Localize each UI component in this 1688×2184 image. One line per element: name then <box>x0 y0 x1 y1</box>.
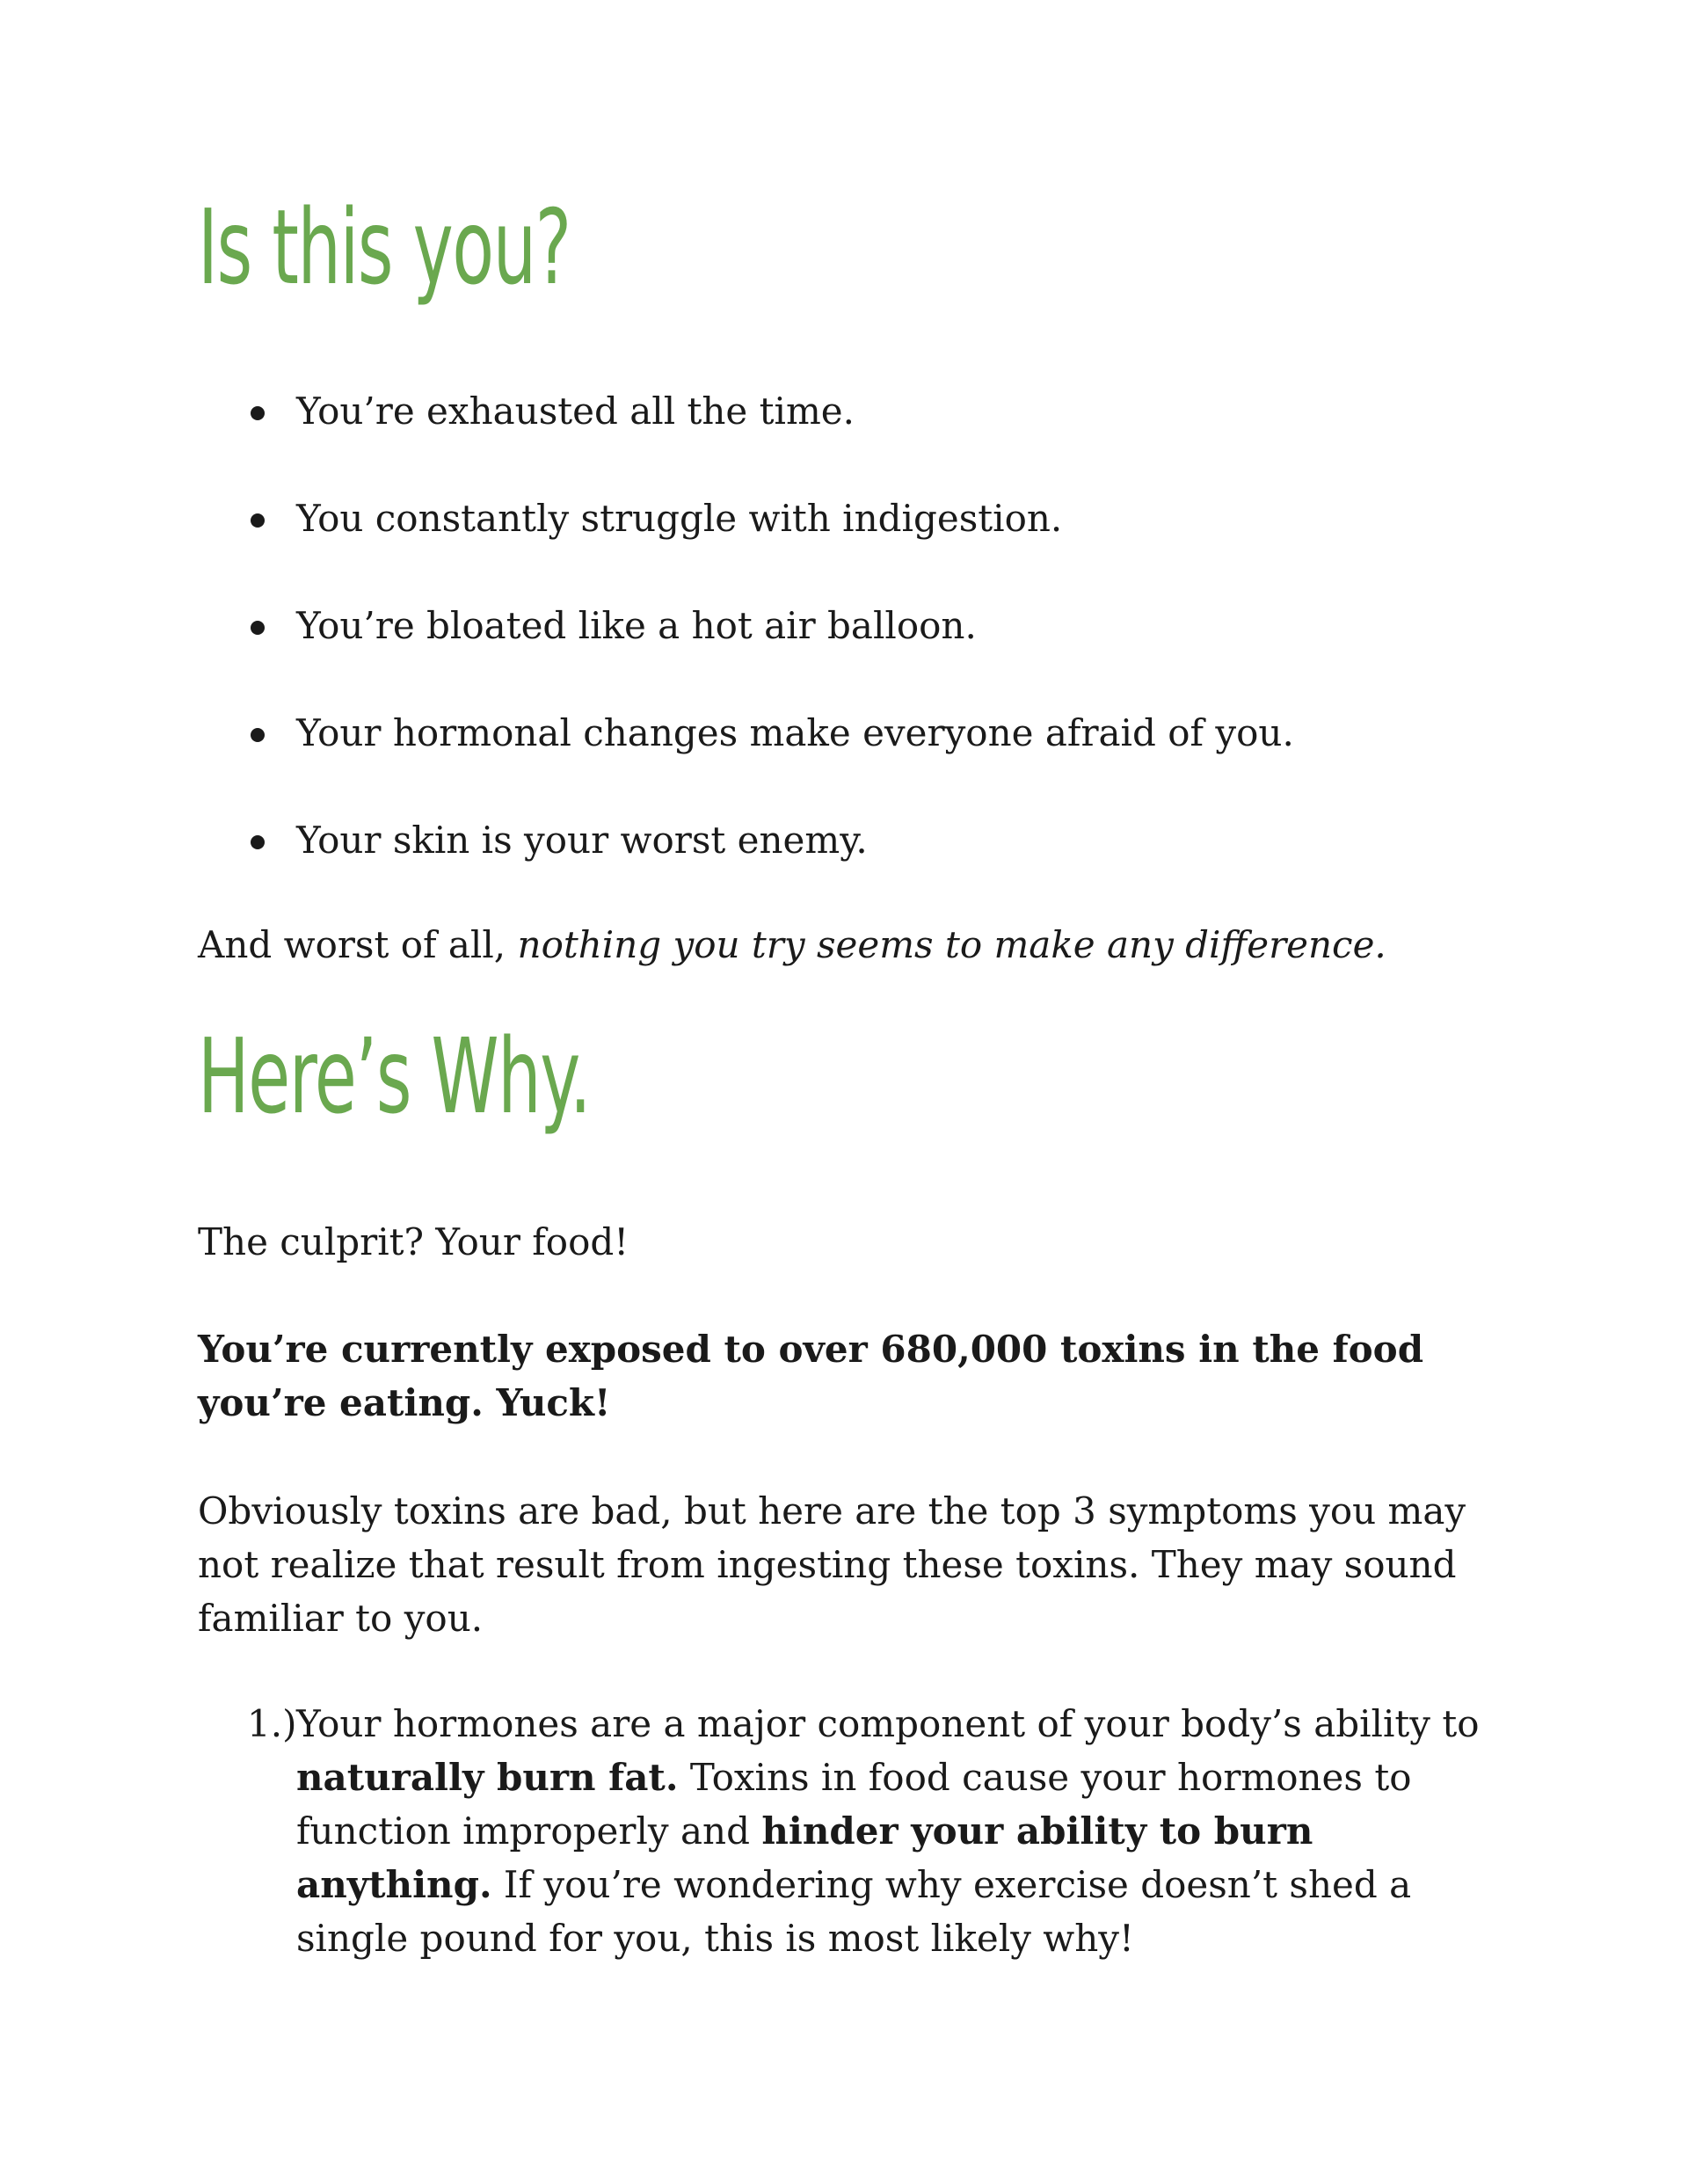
symptom-text: Toxins in food cause your hormones to function improperly and <box>296 1756 1412 1853</box>
list-number: 1.) <box>247 1702 297 1745</box>
heading-heres-why: Here’s Why. <box>198 1016 591 1137</box>
symptom-bold-text: hinder your ability to burn anything. <box>296 1809 1313 1906</box>
symptom-bullet-list <box>198 385 1517 921</box>
bullet-text: You constantly struggle with indigestion. <box>296 497 1063 540</box>
symptom-text: If you’re wondering why exercise doesn’t shed a single pound for you, this is most likely why! <box>296 1863 1412 1960</box>
symptoms-intro-paragraph: Obviously toxins are bad, but here are the top 3 symptoms you may not realize that result from ingesting these toxins. They may sound familiar to you. <box>198 1489 1466 1640</box>
bullet-text: You’re bloated like a hot air balloon. <box>296 604 977 647</box>
list-item <box>198 707 1517 814</box>
bullet-text: Your skin is your worst enemy. <box>296 819 868 862</box>
bullet-dot-icon <box>251 513 265 528</box>
list-item <box>198 600 1517 707</box>
list-item <box>198 385 1517 492</box>
bullet-dot-icon <box>251 621 265 635</box>
symptoms-numbered-list <box>198 1697 1517 1965</box>
bullet-dot-icon <box>251 728 265 742</box>
bullet-text: You’re exhausted all the time. <box>296 389 855 433</box>
list-item <box>198 1697 1517 1965</box>
bullet-dot-icon <box>251 406 265 420</box>
list-item <box>198 492 1517 600</box>
worst-lead-text: And worst of all, <box>198 923 518 966</box>
worst-emphasis-text: nothing you try seems to make any difference. <box>517 923 1386 966</box>
symptom-text: Your hormones are a major component of your body’s ability to <box>296 1702 1480 1745</box>
symptom-bold-text: naturally burn fat. <box>296 1756 679 1799</box>
toxins-statement: You’re currently exposed to over 680,000 toxins in the food you’re eating. Yuck! <box>198 1328 1424 1424</box>
list-item <box>198 814 1517 921</box>
worst-of-all-paragraph <box>198 918 1517 972</box>
culprit-paragraph: The culprit? Your food! <box>198 1220 629 1263</box>
heading-is-this-you: Is this you? <box>198 186 571 308</box>
bullet-text: Your hormonal changes make everyone afraid of you. <box>296 711 1294 754</box>
bullet-dot-icon <box>251 835 265 849</box>
